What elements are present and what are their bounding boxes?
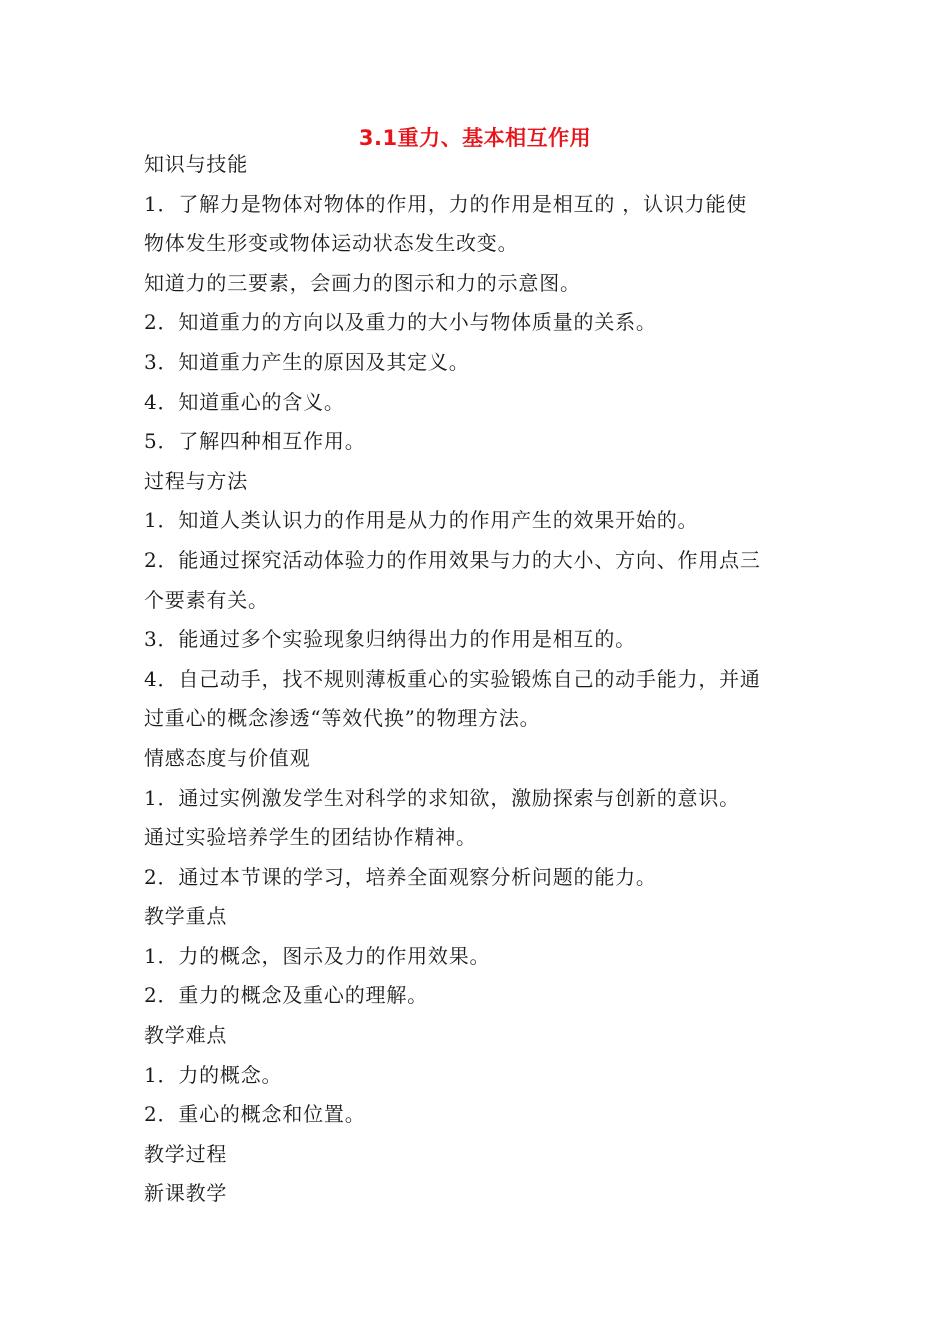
section-heading-key-points: 教学重点	[144, 904, 228, 929]
section-heading-process-methods: 过程与方法	[144, 468, 248, 493]
body-line: 1．通过实例激发学生对科学的求知欲，激励探索与创新的意识。	[144, 785, 740, 810]
document-title: 3.1重力、基本相互作用	[358, 126, 592, 150]
body-line: 2．通过本节课的学习，培养全面观察分析问题的能力。	[144, 864, 657, 889]
body-line: 5．了解四种相互作用。	[144, 429, 366, 454]
section-heading-knowledge-skills: 知识与技能	[144, 152, 248, 176]
body-line: 1．力的概念。	[144, 1062, 283, 1087]
body-line: 1．知道人类认识力的作用是从力的作用产生的效果开始的。	[144, 508, 699, 533]
body-line: 3．知道重力产生的原因及其定义。	[144, 349, 470, 374]
body-line: 个要素有关。	[144, 587, 269, 612]
body-line: 2．重力的概念及重心的理解。	[144, 983, 428, 1008]
section-heading-difficulties: 教学难点	[144, 1023, 228, 1048]
body-line: 2．知道重力的方向以及重力的大小与物体质量的关系。	[144, 310, 657, 335]
body-line: 2．重心的概念和位置。	[144, 1102, 366, 1127]
body-line: 通过实验培养学生的团结协作精神。	[144, 825, 477, 850]
section-heading-attitudes-values: 情感态度与价值观	[144, 745, 311, 770]
section-heading-new-lesson: 新课教学	[144, 1181, 228, 1206]
body-line: 1．了解力是物体对物体的作用，力的作用是相互的 ，认识力能使	[144, 191, 748, 216]
body-line: 知道力的三要素，会画力的图示和力的示意图。	[144, 270, 581, 295]
body-line: 物体发生形变或物体运动状态发生改变。	[144, 231, 519, 256]
section-heading-teaching-process: 教学过程	[144, 1141, 228, 1166]
body-line: 过重心的概念渗透“等效代换”的物理方法。	[144, 706, 541, 731]
body-line: 2．能通过探究活动体验力的作用效果与力的大小、方向、作用点三	[144, 547, 761, 572]
body-line: 1．力的概念，图示及力的作用效果。	[144, 943, 491, 968]
body-line: 4．知道重心的含义。	[144, 389, 345, 414]
document-body	[144, 145, 824, 1214]
body-line: 4．自己动手，找不规则薄板重心的实验锻炼自己的动手能力，并通	[144, 666, 761, 691]
body-line: 3．能通过多个实验现象归纳得出力的作用是相互的。	[144, 627, 636, 652]
